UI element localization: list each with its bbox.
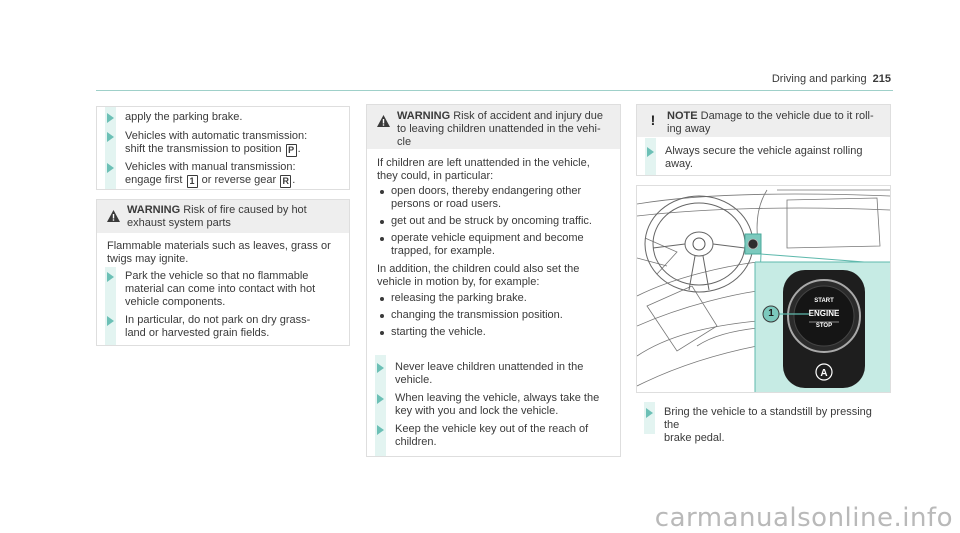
step-item: Park the vehicle so that no flammable material can come into contact with hot vehicle components. <box>97 270 315 309</box>
final-step <box>636 402 889 444</box>
watermark: carmanualsonline.info <box>654 503 953 533</box>
note-label: NOTE <box>667 110 698 122</box>
list-item: changing the transmission position. <box>367 309 563 322</box>
step-item: Bring the vehicle to a standstill by pressing the brake pedal. <box>636 406 889 445</box>
fire-warning-box: WARNING Risk of fire caused by hot exhaust system parts Flammable materials such as leaves, grass or twigs may ignite. Park the vehicle so that no flammable material can come into contact with hot vehicle components. In particular, do not park on dry grass- land or harvested grain fields. <box>96 199 350 346</box>
list-item: open doors, thereby endangering other persons or road users. <box>367 185 581 211</box>
bullet-dot <box>380 331 384 335</box>
step-item: Keep the vehicle key out of the reach of children. <box>367 423 588 449</box>
step-arrow-icon <box>107 316 114 326</box>
children-warning-box: WARNING Risk of accident and injury due to leaving children unattended in the vehi- cle If children are left unattended in the vehicle, they could, in particular: open doors, thereby endangering other persons or road users. get out and be struck by oncoming traffic. operate vehicle equipment and become trapped, for example. In addition, the children could also set the vehicle in motion by, for example: releasing the parking brake. changing the transmission position. starting the vehicle. Never leave children unattended in the vehicle. When leaving the vehicle, always take the key with you and lock the vehicle. Keep the vehicle key out of the reach of children. <box>366 104 621 457</box>
note-box: ! NOTE Damage to the vehicle due to it roll- ing away Always secure the vehicle against rolling away. <box>636 104 891 176</box>
step-arrow-icon <box>647 147 654 157</box>
running-header <box>772 73 891 86</box>
steps-parking-box <box>96 106 350 190</box>
exclamation-icon: ! <box>650 112 656 128</box>
step-arrow-icon <box>107 163 114 173</box>
list-item: releasing the parking brake. <box>367 292 527 305</box>
callout-number: 1 <box>768 308 774 319</box>
warning-label: WARNING <box>127 204 181 216</box>
gear-key-1: 1 <box>187 175 198 188</box>
page-number: 215 <box>872 73 891 85</box>
bullet-dot <box>380 297 384 301</box>
bullet-dot <box>380 190 384 194</box>
step-item: apply the parking brake. <box>97 111 242 124</box>
svg-text:A: A <box>820 368 828 379</box>
bullet-dot <box>380 237 384 241</box>
bullet-dot <box>380 220 384 224</box>
button-label-stop: STOP <box>815 323 833 329</box>
section-title: Driving and parking <box>771 73 867 85</box>
step-arrow-icon <box>107 132 114 142</box>
header-divider <box>96 90 893 91</box>
step-item: Never leave children unattended in the vehicle. <box>367 361 583 387</box>
step-arrow-icon <box>377 363 384 373</box>
step-arrow-icon <box>377 394 384 404</box>
dashboard-drawing <box>637 186 890 392</box>
step-item: When leaving the vehicle, always take the key with you and lock the vehicle. <box>367 392 599 418</box>
list-item: get out and be struck by oncoming traffic. <box>367 215 592 228</box>
warning-label: WARNING <box>397 110 451 122</box>
button-label-engine: ENGINE <box>808 309 840 318</box>
step-item: Vehicles with automatic transmission: shift the transmission to position P . <box>97 130 307 157</box>
bullet-dot <box>380 314 384 318</box>
list-item: starting the vehicle. <box>367 326 486 339</box>
step-arrow-icon <box>377 425 384 435</box>
list-item: operate vehicle equipment and become trapped, for example. <box>367 232 584 258</box>
step-item: Vehicles with manual transmission: engage first 1 or reverse gear R . <box>97 161 296 188</box>
button-label-start: START <box>814 298 834 304</box>
step-arrow-icon <box>107 113 114 123</box>
step-arrow-icon <box>107 272 114 282</box>
start-stop-illustration <box>636 185 891 393</box>
gear-key-r: R <box>280 175 291 188</box>
gear-key-p: P <box>286 144 297 157</box>
step-item: In particular, do not park on dry grass- land or harvested grain fields. <box>97 314 310 340</box>
step-item: Always secure the vehicle against rolling away. <box>637 145 863 171</box>
step-arrow-icon <box>646 408 653 418</box>
warning-icon <box>107 210 120 222</box>
warning-icon <box>377 115 390 127</box>
